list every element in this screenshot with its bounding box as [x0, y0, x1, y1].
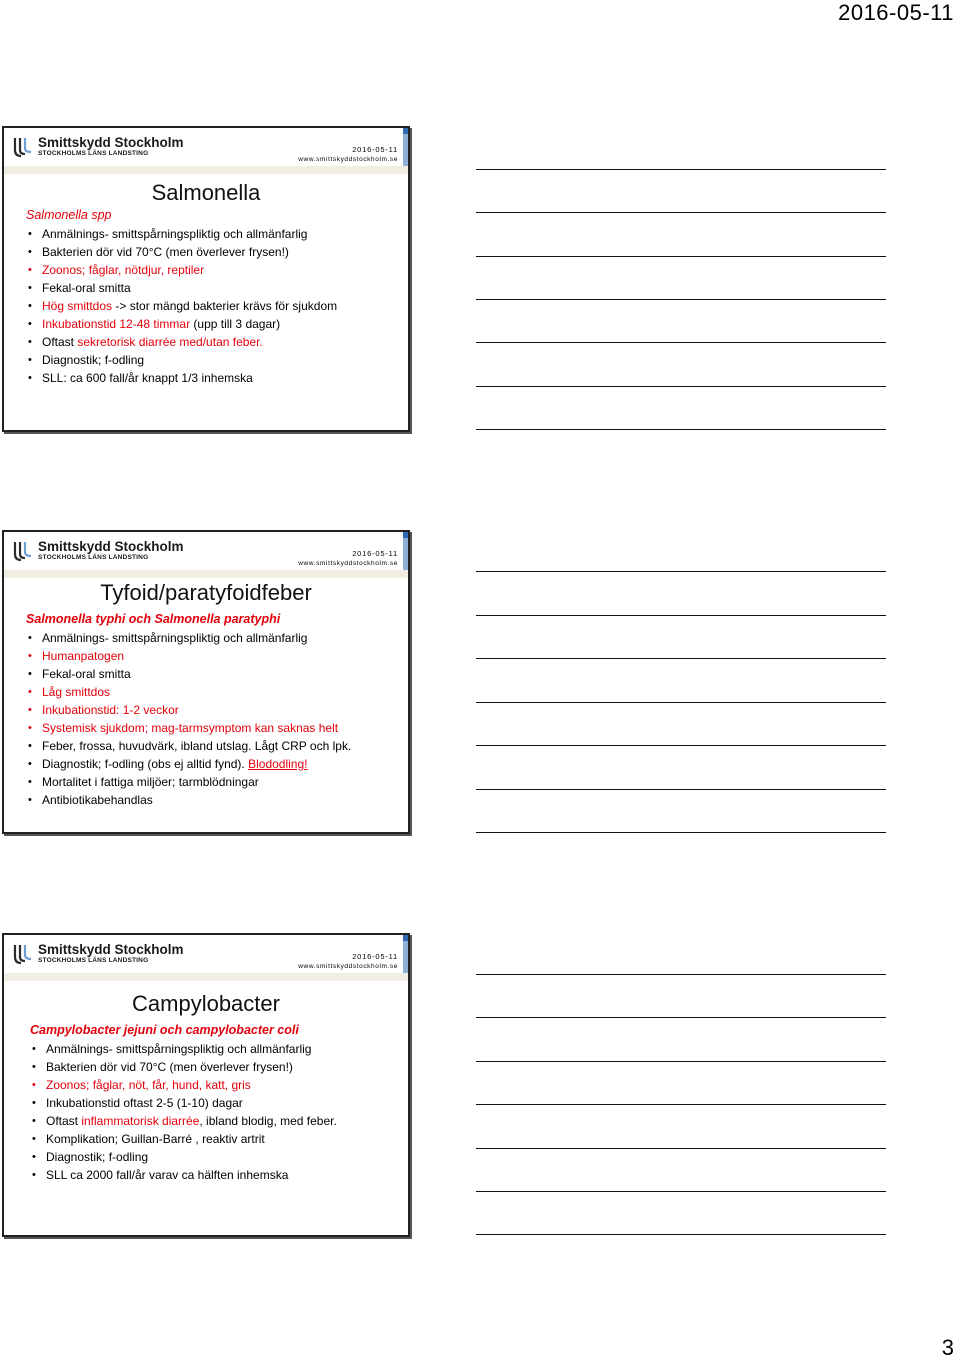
slide-url: www.smittskyddstockholm.se: [298, 963, 398, 970]
logo-sub: STOCKHOLMS LÄNS LANDSTING: [38, 957, 149, 964]
list-item: • Fekal-oral smitta: [26, 279, 408, 297]
logo-name: Smittskydd Stockholm: [38, 539, 184, 554]
note-line[interactable]: [476, 658, 886, 659]
note-line[interactable]: [476, 832, 886, 833]
list-item: • Mortalitet i fattiga miljöer; tarmblödningar: [26, 773, 408, 791]
list-item: • Bakterien dör vid 70°C (men överlever frysen!): [26, 243, 408, 261]
note-line[interactable]: [476, 386, 886, 387]
logo-name: Smittskydd Stockholm: [38, 135, 184, 150]
list-item: • Bakterien dör vid 70°C (men överlever frysen!): [30, 1058, 408, 1076]
list-item: • Antibiotikabehandlas: [26, 791, 408, 809]
list-item: • Systemisk sjukdom; mag-tarmsymptom kan saknas helt: [26, 719, 408, 737]
note-line[interactable]: [476, 615, 886, 616]
list-item: • Inkubationstid oftast 2-5 (1-10) dagar: [30, 1094, 408, 1112]
page-date: 2016-05-11: [838, 0, 954, 25]
bullet-list: [26, 629, 408, 809]
note-line[interactable]: [476, 1148, 886, 1149]
list-item: • Diagnostik; f-odling: [30, 1148, 408, 1166]
note-line[interactable]: [476, 1017, 886, 1018]
logo-sub: STOCKHOLMS LÄNS LANDSTING: [38, 554, 149, 561]
logo-name: Smittskydd Stockholm: [38, 942, 184, 957]
note-line[interactable]: [476, 571, 886, 572]
list-item: • Inkubationstid: 1-2 veckor: [26, 701, 408, 719]
bullet-list: [30, 1040, 408, 1184]
smittskydd-logo-icon: [12, 540, 34, 562]
note-line[interactable]: [476, 974, 886, 975]
slide-date: 2016-05-11: [352, 549, 398, 558]
list-item: • Inkubationstid 12-48 timmar (upp till 3 dagar): [26, 315, 408, 333]
page-number: 3: [941, 1335, 954, 1360]
logo-sub: STOCKHOLMS LÄNS LANDSTING: [38, 150, 149, 157]
header-band: [4, 166, 408, 174]
slide-url: www.smittskyddstockholm.se: [298, 156, 398, 163]
slide-subtitle: Salmonella typhi och Salmonella paratyphi: [26, 612, 281, 626]
list-item: • Anmälnings- smittspårningspliktig och allmänfarlig: [26, 629, 408, 647]
note-line[interactable]: [476, 342, 886, 343]
note-line[interactable]: [476, 212, 886, 213]
list-item: • Humanpatogen: [26, 647, 408, 665]
corner-decoration: [403, 128, 408, 166]
slide-subtitle: Salmonella spp: [26, 208, 112, 222]
note-line[interactable]: [476, 169, 886, 170]
slide-salmonella: [2, 126, 410, 432]
slide-campylobacter: [2, 933, 410, 1237]
logo: [12, 540, 184, 562]
list-item: • Oftast inflammatorisk diarrée, ibland blodig, med feber.: [30, 1112, 408, 1130]
bullet-list: [26, 225, 408, 387]
list-item: • Anmälnings- smittspårningspliktig och allmänfarlig: [26, 225, 408, 243]
list-item: • Diagnostik; f-odling (obs ej alltid fynd). Blododling!: [26, 755, 408, 773]
list-item: • Låg smittdos: [26, 683, 408, 701]
list-item: • Oftast sekretorisk diarrée med/utan feber.: [26, 333, 408, 351]
list-item: • SLL: ca 600 fall/år knappt 1/3 inhemska: [26, 369, 408, 387]
list-item: • Hög smittdos -> stor mängd bakterier krävs för sjukdom: [26, 297, 408, 315]
slide-header: [4, 532, 408, 570]
slide-title: Salmonella: [151, 180, 261, 205]
slide-tyfoid: [2, 530, 410, 834]
note-line[interactable]: [476, 702, 886, 703]
slide-date: 2016-05-11: [352, 145, 398, 154]
corner-decoration: [403, 935, 408, 973]
list-item: • Komplikation; Guillan-Barré , reaktiv artrit: [30, 1130, 408, 1148]
list-item: • Zoonos; fåglar, nötdjur, reptiler: [26, 261, 408, 279]
list-item: • Zoonos; fåglar, nöt, får, hund, katt, gris: [30, 1076, 408, 1094]
note-line[interactable]: [476, 1104, 886, 1105]
slide-header: [4, 935, 408, 973]
list-item: • Anmälnings- smittspårningspliktig och allmänfarlig: [30, 1040, 408, 1058]
slide-header: [4, 128, 408, 166]
slide-title: Campylobacter: [132, 991, 280, 1016]
slide-url: www.smittskyddstockholm.se: [298, 560, 398, 567]
list-item: • SLL ca 2000 fall/år varav ca hälften inhemska: [30, 1166, 408, 1184]
slide-date: 2016-05-11: [352, 952, 398, 961]
header-band: [4, 973, 408, 981]
note-line[interactable]: [476, 256, 886, 257]
slide-title: Tyfoid/paratyfoidfeber: [100, 580, 312, 605]
list-item: • Diagnostik; f-odling: [26, 351, 408, 369]
list-item: • Fekal-oral smitta: [26, 665, 408, 683]
note-line[interactable]: [476, 1061, 886, 1062]
logo: [12, 136, 184, 158]
corner-decoration: [403, 532, 408, 570]
slide-subtitle: Campylobacter jejuni och campylobacter coli: [30, 1023, 299, 1037]
note-line[interactable]: [476, 1234, 886, 1235]
logo: [12, 943, 184, 965]
smittskydd-logo-icon: [12, 136, 34, 158]
note-line[interactable]: [476, 299, 886, 300]
blododling-link[interactable]: Blododling!: [248, 757, 308, 771]
list-item: • Feber, frossa, huvudvärk, ibland utslag. Lågt CRP och lpk.: [26, 737, 408, 755]
note-line[interactable]: [476, 789, 886, 790]
header-band: [4, 570, 408, 578]
note-line[interactable]: [476, 745, 886, 746]
smittskydd-logo-icon: [12, 943, 34, 965]
note-line[interactable]: [476, 429, 886, 430]
note-line[interactable]: [476, 1191, 886, 1192]
